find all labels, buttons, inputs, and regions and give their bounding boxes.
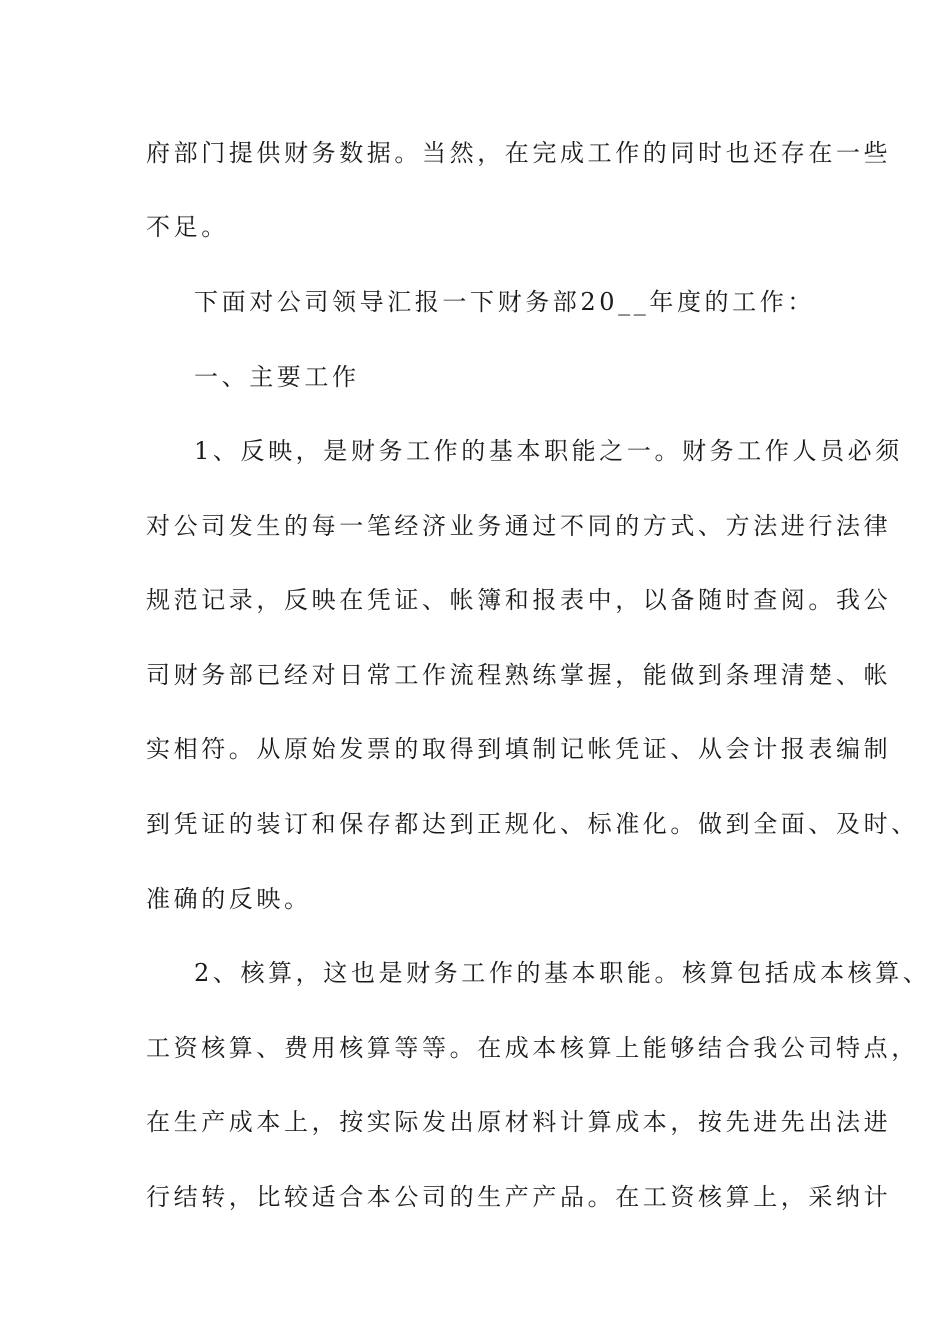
- text-line: 到凭证的装订和保存都达到正规化、标准化。做到全面、及时、: [146, 810, 919, 838]
- text-line: 实相符。从原始发票的取得到填制记帐凭证、从会计报表编制: [146, 735, 892, 763]
- text-line: 对公司发生的每一笔经济业务通过不同的方式、方法进行法律: [146, 512, 892, 540]
- text-line: 1、反映，是财务工作的基本职能之一。财务工作人员必须: [194, 437, 903, 465]
- text-line: 在生产成本上，按实际发出原材料计算成本，按先进先出法进: [146, 1108, 892, 1136]
- text-line: 下面对公司领导汇报一下财务部20__年度的工作：: [194, 288, 815, 316]
- text-line: 不足。: [146, 213, 229, 241]
- text-line: 准确的反映。: [146, 885, 312, 913]
- text-line: 规范记录，反映在凭证、帐簿和报表中，以备随时查阅。我公: [146, 586, 892, 614]
- text-line: 工资核算、费用核算等等。在成本核算上能够结合我公司特点，: [146, 1034, 919, 1062]
- text-line: 行结转，比较适合本公司的生产产品。在工资核算上，采纳计: [146, 1183, 892, 1211]
- text-line: 司财务部已经对日常工作流程熟练掌握，能做到条理清楚、帐: [146, 661, 892, 689]
- text-line: 2、核算，这也是财务工作的基本职能。核算包括成本核算、: [194, 959, 931, 987]
- text-line: 府部门提供财务数据。当然，在完成工作的同时也还存在一些: [146, 139, 892, 167]
- section-heading: 一、主要工作: [194, 363, 360, 391]
